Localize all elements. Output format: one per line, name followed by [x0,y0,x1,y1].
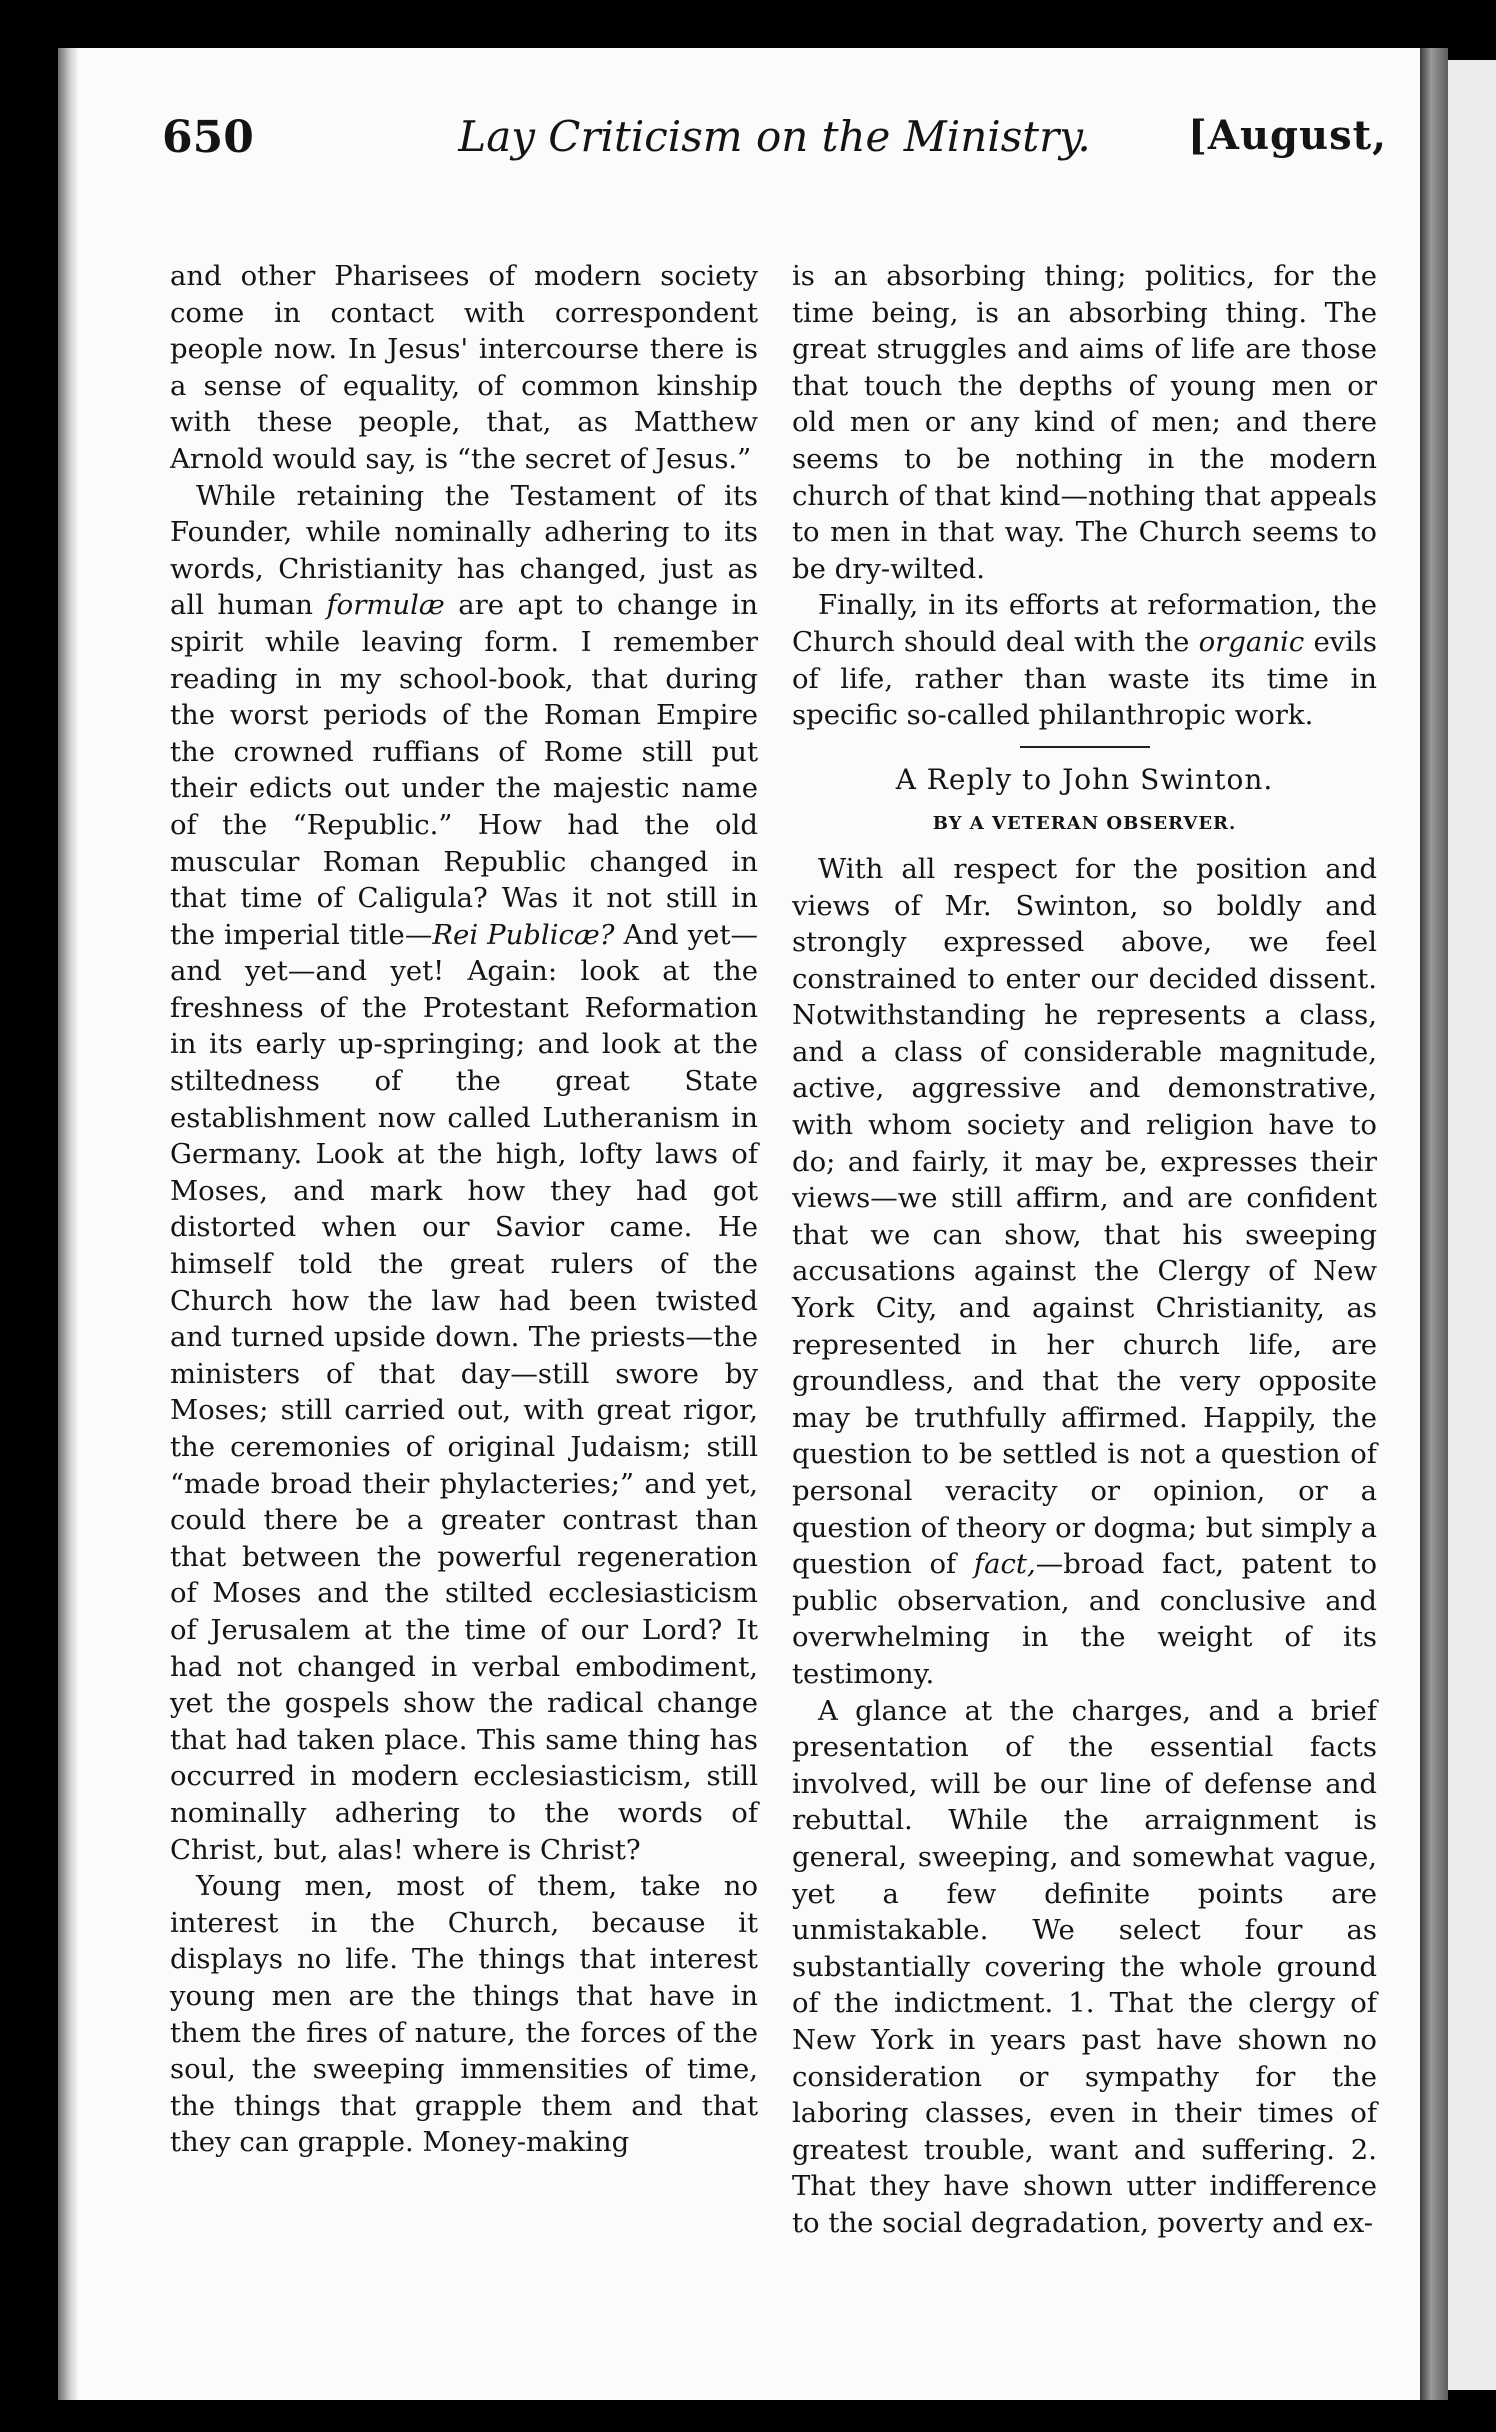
italic-text: organic [1198,625,1305,658]
text-run: Finally, in its efforts at reformation, the Church should deal with the [792,589,1377,658]
italic-text: formulæ [326,589,445,622]
text-run: With all respect for the position and views of Mr. Swinton, so boldly and strongly expressed above, we feel constrained to enter our decided dissent. Notwithstanding he represents a class, and a class of considerable magnitude, active, aggressive and demonstrative, with whom society and religion have to do; and fairly, it may be, expresses their views—we still affirm, and are confident that we can show, that his sweeping accusations against the Clergy of New York City, and against Christianity, as represented in her church life, are groundless, and that the very opposite may be truthfully affirmed. Happily, the question to be settled is not a question of personal veracity or opinion, or a question of theory or dogma; but simply a question of [792,852,1377,1581]
text-run: —broad fact, patent to public observation, and conclusive and overwhelming in the weight of its testimony. [792,1548,1377,1690]
text-run: While retaining the Testament of its Founder, while nominally adhering to its words, Christianity has changed, just as all human [170,479,758,622]
italic-text: fact, [973,1548,1036,1581]
paragraph [170,478,758,1869]
italic-text: Rei Publicæ? [432,918,615,951]
section-divider [1020,746,1150,748]
left-column [170,258,758,2161]
text-run: evils of life, rather than waste its time in specific so-called philanthropic work. [792,625,1377,732]
right-column [792,258,1377,2241]
running-title: Lay Criticism on the Ministry. [458,112,1091,161]
page-number: 650 [162,112,254,163]
text-run: And yet—and yet—and yet! Again: look at the freshness of the Protestant Reformation in its early up-springing; and look at the stiltedness of the great State establishment now called Lutheranism in Germany. Look at the high, lofty laws of Moses, and mark how they had got distorted when our Savior came. He himself told the great rulers of the Church how the law had been twisted and turned upside down. The priests—the ministers of that day—still swore by Moses; still carried out, with great rigor, the ceremonies of original Judaism; still “made broad their phylacteries;” and yet, could there be a greater contrast than that between the powerful regeneration of Moses and the stilted ecclesiasticism of Jerusalem at the time of our Lord? It had not changed in verbal embodiment, yet the gospels show the radical change that had taken place. This same thing has occurred in modern ecclesiasticism, still nominally adhering to the words of Christ, but, alas! where is Christ? [170,918,758,1866]
article-byline: BY A VETERAN OBSERVER. [932,813,1237,835]
adjacent-page-edge [1448,60,1496,2390]
running-header [162,112,1387,182]
article-title: A Reply to John Swinton. [895,762,1274,796]
book-spine [1420,48,1448,2400]
paragraph: and other Pharisees of modern society come in contact with correspondent people now. In Jesus' intercourse there is a sense of equality, of common kinship with these people, that, as Matthew Arnold would say, is “the secret of Jesus.” [170,260,758,475]
paragraph: A glance at the charges, and a brief presentation of the essential facts involved, will be our line of defense and rebuttal. While the arraignment is general, sweeping, and somewhat vague, yet a few definite points are unmistakable. We select four as substantially covering the whole ground of the indictment. 1. That the clergy of New York in years past have shown no consideration or sympathy for the laboring classes, even in their times of greatest trouble, want and suffering. 2. That they have shown utter indifference to the social degradation, poverty and ex- [792,1694,1377,2239]
paragraph: Young men, most of them, take no interest in the Church, because it displays no life. The things that interest young men are the things that have in them the fires of nature, the forces of the soul, the sweeping immensities of time, the things that grapple them and that they can grapple. Money-making [170,1870,758,2159]
page-gutter-shadow [58,48,78,2400]
running-month: [August, [1187,112,1387,159]
paragraph [792,851,1377,1693]
text-run: are apt to change in spirit while leaving form. I remember reading in my school-book, that during the worst periods of the Roman Empire the crowned ruffians of Rome still put their edicts out under the majestic name of the “Republic.” How had the old muscular Roman Republic changed in that time of Caligula? Was it not still in the imperial title— [170,589,759,951]
paragraph [792,587,1377,733]
paragraph: is an absorbing thing; politics, for the time being, is an absorbing thing. The great struggles and aims of life are those that touch the depths of young men or old men or any kind of men; and there seems to be nothing in the modern church of that kind—nothing that appeals to men in that way. The Church seems to be dry-wilted. [792,260,1377,585]
